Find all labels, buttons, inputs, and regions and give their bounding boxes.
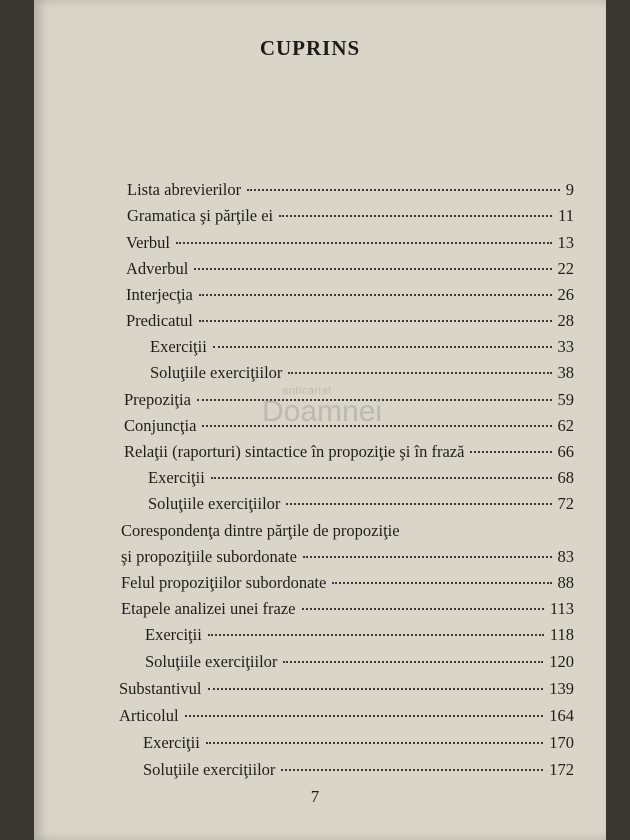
toc-entry	[127, 180, 574, 202]
toc-page: 170	[549, 733, 574, 752]
toc-entry	[119, 679, 574, 701]
leader-dots	[286, 503, 551, 505]
toc-entry	[145, 652, 574, 674]
toc-page: 33	[557, 337, 574, 356]
leader-dots	[208, 634, 544, 636]
toc-label: Soluţiile exerciţiilor	[150, 363, 283, 382]
toc-entry	[126, 259, 574, 281]
toc-page: 13	[557, 233, 574, 252]
toc-label: Articolul	[119, 706, 179, 725]
leader-dots	[279, 215, 552, 217]
toc-entry	[126, 285, 574, 307]
toc-label: Exerciţii	[143, 733, 200, 752]
toc-label: Exerciţii	[148, 468, 205, 487]
toc-label: Adverbul	[126, 259, 189, 278]
toc-label: Corespondenţa dintre părţile de propoziţie	[121, 521, 400, 540]
toc-entry	[145, 625, 574, 647]
toc-page: 113	[549, 599, 574, 618]
leader-dots	[288, 372, 551, 374]
page-number: 7	[310, 787, 320, 806]
leader-dots	[206, 742, 543, 744]
toc-page: 83	[557, 547, 574, 566]
toc-label: Exerciţii	[145, 625, 202, 644]
toc-label: Soluţiile exerciţiilor	[148, 494, 281, 513]
toc-entry	[121, 547, 574, 569]
toc-entry	[150, 337, 574, 359]
toc-page: 38	[557, 363, 574, 382]
toc-label: Prepoziţia	[124, 390, 191, 409]
toc-label: Felul propoziţiilor subordonate	[121, 573, 327, 592]
toc-entry	[126, 311, 574, 333]
toc-label: Conjuncţia	[124, 416, 197, 435]
toc-page: 62	[557, 416, 574, 435]
toc-label: Interjecţia	[126, 285, 193, 304]
leader-dots	[211, 477, 552, 479]
toc-page: 139	[549, 679, 574, 698]
toc-page: 164	[549, 706, 574, 725]
leader-dots	[185, 715, 544, 717]
toc-entry	[143, 760, 574, 782]
toc-entry	[124, 442, 574, 464]
toc-entry	[127, 206, 574, 228]
toc-page: 172	[549, 760, 574, 779]
toc-label: Relaţii (raporturi) sintactice în propoziţie şi în frază	[124, 442, 465, 461]
toc-entry	[148, 494, 574, 516]
toc-label: Substantivul	[119, 679, 202, 698]
toc-label: Verbul	[126, 233, 170, 252]
toc-page: 22	[557, 259, 574, 278]
leader-dots	[332, 582, 551, 584]
leader-dots	[302, 608, 544, 610]
toc-page: 28	[557, 311, 574, 330]
page-title: CUPRINS	[259, 36, 361, 60]
leader-dots	[213, 346, 552, 348]
leader-dots	[281, 769, 543, 771]
toc-entry	[119, 706, 574, 728]
toc-entry	[121, 573, 574, 595]
toc-page: 88	[557, 573, 574, 592]
toc-page: 11	[558, 206, 574, 225]
leader-dots	[470, 451, 551, 453]
leader-dots	[247, 189, 560, 191]
toc-page: 72	[557, 494, 574, 513]
toc-entry	[126, 233, 574, 255]
toc-entry	[148, 468, 574, 490]
toc-label: şi propoziţiile subordonate	[121, 547, 297, 566]
leader-dots	[199, 320, 552, 322]
leader-dots	[176, 242, 552, 244]
toc-page: 118	[549, 625, 574, 644]
leader-dots	[208, 688, 544, 690]
toc-page: 26	[557, 285, 574, 304]
watermark-brand-text: Doamnei	[262, 395, 383, 428]
toc-label: Soluţiile exerciţiilor	[145, 652, 278, 671]
leader-dots	[194, 268, 551, 270]
toc-label: Gramatica şi părţile ei	[127, 206, 274, 225]
watermark-small-text: anticariat	[282, 385, 332, 397]
toc-page: 120	[549, 652, 574, 671]
toc-page: 66	[557, 442, 574, 461]
toc-page: 68	[557, 468, 574, 487]
toc-label: Soluţiile exerciţiilor	[143, 760, 276, 779]
toc-label: Etapele analizei unei fraze	[121, 599, 296, 618]
toc-entry	[143, 733, 574, 755]
toc-page: 59	[557, 390, 574, 409]
toc-entry	[121, 599, 574, 621]
toc-entry	[150, 363, 574, 385]
toc-label: Lista abrevierilor	[127, 180, 242, 199]
leader-dots	[303, 556, 552, 558]
toc-page: 9	[565, 180, 574, 199]
watermark	[262, 385, 382, 429]
leader-dots	[283, 661, 543, 663]
toc-label: Predicatul	[126, 311, 193, 330]
toc-label: Exerciţii	[150, 337, 207, 356]
leader-dots	[199, 294, 552, 296]
